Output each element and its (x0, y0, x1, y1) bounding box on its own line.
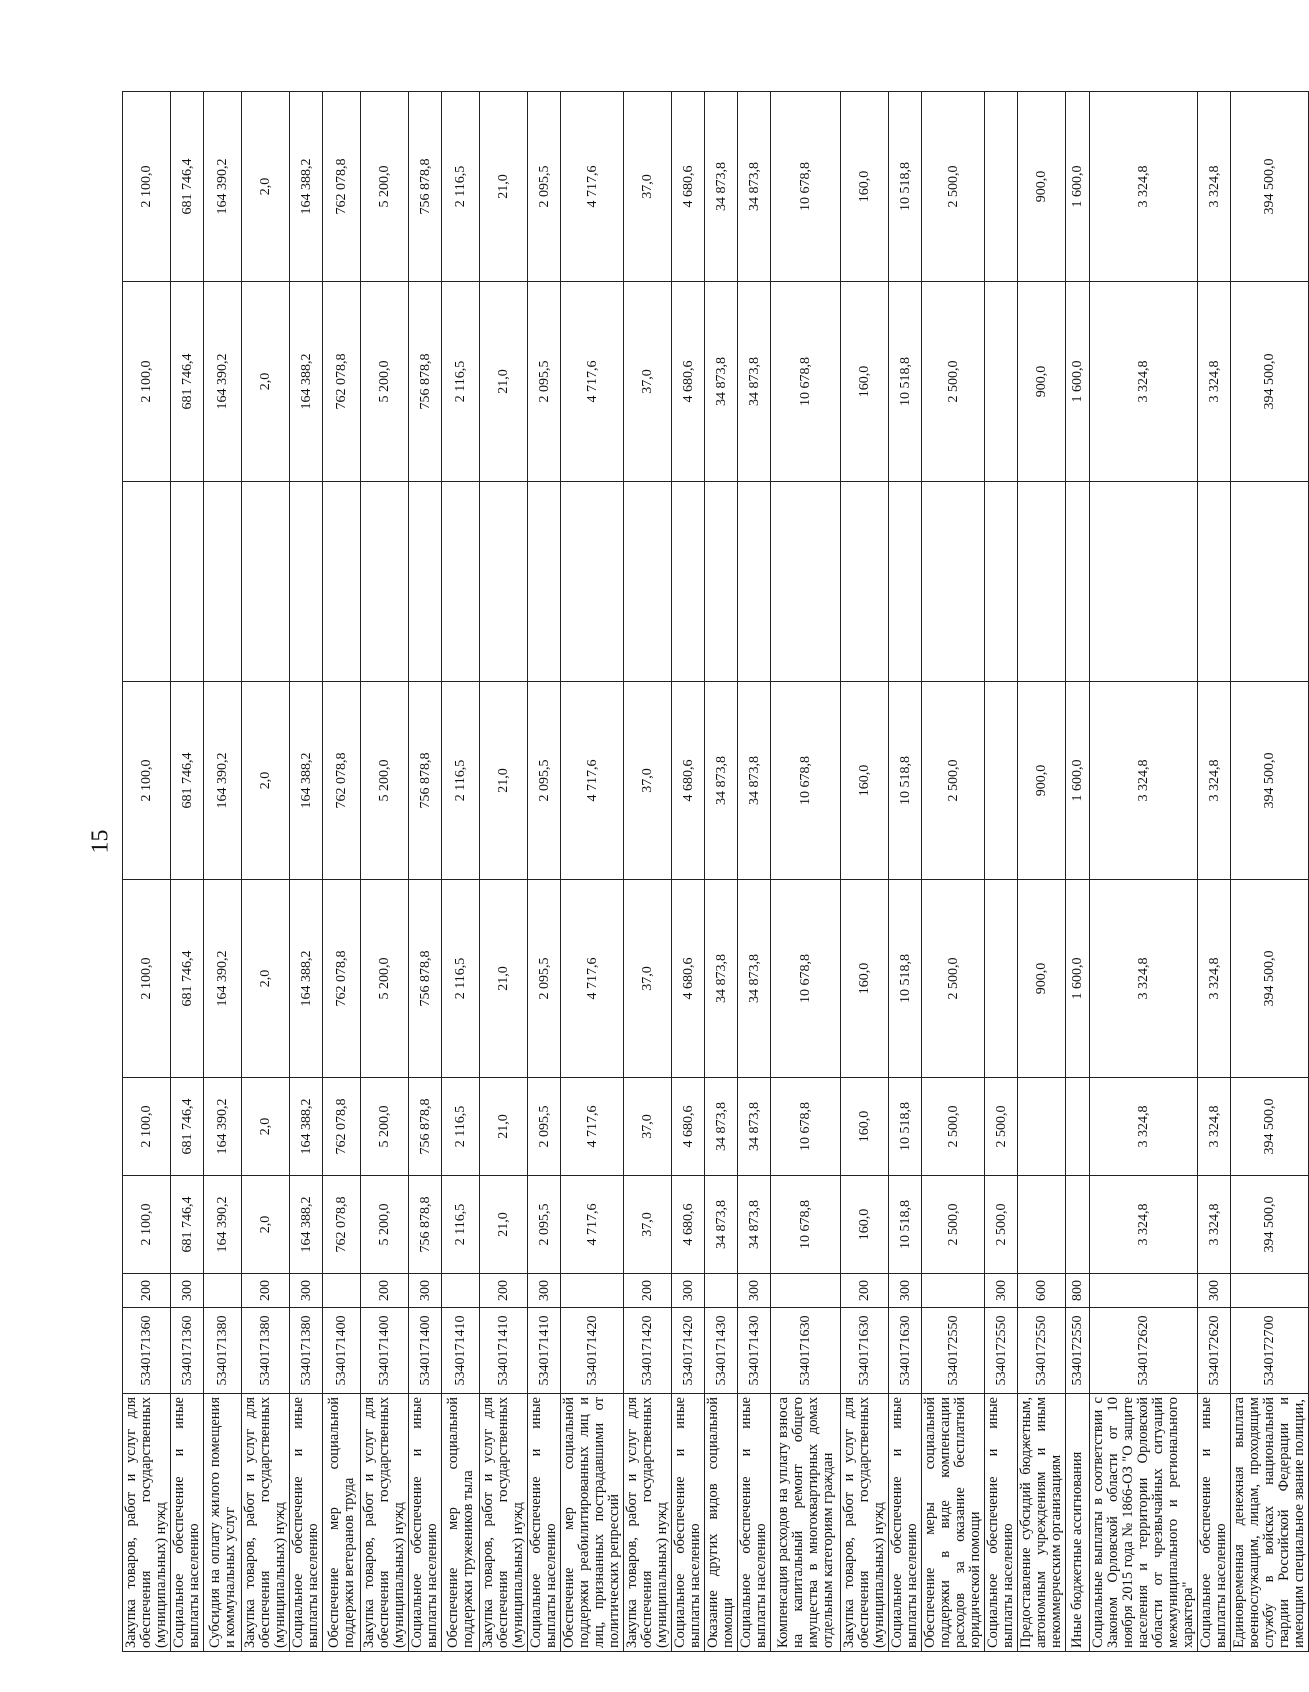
row-value: 37,0 (624, 682, 672, 880)
row-value: 2 095,5 (528, 880, 561, 1078)
row-value: 2 100,0 (123, 1176, 171, 1274)
row-value: 160,0 (841, 682, 889, 880)
row-code: 5340171420 (624, 1308, 672, 1394)
row-value: 5 200,0 (361, 1176, 409, 1274)
row-value (1231, 482, 1309, 682)
row-value: 160,0 (841, 92, 889, 282)
table-row (204, 92, 242, 1652)
row-value: 160,0 (841, 880, 889, 1078)
row-value: 21,0 (480, 1176, 528, 1274)
row-value: 2 116,5 (442, 682, 480, 880)
row-value: 4 680,6 (672, 1078, 705, 1176)
row-value: 2 500,0 (922, 1176, 985, 1274)
row-value: 4 680,6 (672, 880, 705, 1078)
row-value: 394 500,0 (1231, 880, 1309, 1078)
row-expense-type (1231, 1274, 1309, 1308)
row-value (1066, 1078, 1090, 1176)
row-value: 1 600,0 (1066, 880, 1090, 1078)
row-value: 4 717,6 (561, 1078, 624, 1176)
row-value (561, 482, 624, 682)
row-expense-type (204, 1274, 242, 1308)
row-value: 3 324,8 (1090, 682, 1198, 880)
row-code: 5340172550 (1018, 1308, 1066, 1394)
row-expense-type (705, 1274, 738, 1308)
row-value (442, 482, 480, 682)
row-value (242, 482, 290, 682)
row-name: Единовременная денежная выплата военнослужащим, лицам, проходящим службу в войсках национальной гвардии Российской Федерации и имеющим специальное звание полиции, (1231, 1394, 1309, 1652)
row-value: 2 100,0 (123, 1078, 171, 1176)
row-value: 394 500,0 (1231, 282, 1309, 482)
row-name: Социальное обеспечение и иные выплаты населению (738, 1394, 771, 1652)
row-value: 4 680,6 (672, 92, 705, 282)
row-value (528, 482, 561, 682)
row-value: 762 078,8 (323, 1078, 361, 1176)
row-value: 21,0 (480, 92, 528, 282)
row-code: 5340171380 (290, 1308, 323, 1394)
row-name: Социальное обеспечение и иные выплаты населению (409, 1394, 442, 1652)
row-value: 394 500,0 (1231, 92, 1309, 282)
row-value: 164 390,2 (204, 880, 242, 1078)
row-value: 37,0 (624, 92, 672, 282)
row-value: 21,0 (480, 1078, 528, 1176)
row-name: Предоставление субсидий бюджетным, автономным учреждениям и иным некоммерческим организациям (1018, 1394, 1066, 1652)
row-value (1066, 1176, 1090, 1274)
table-row (1066, 92, 1090, 1652)
row-code: 5340171400 (409, 1308, 442, 1394)
row-value: 2 116,5 (442, 1078, 480, 1176)
row-value: 164 388,2 (290, 682, 323, 880)
row-value: 5 200,0 (361, 880, 409, 1078)
table-row (442, 92, 480, 1652)
row-value (738, 482, 771, 682)
row-name: Социальное обеспечение и иные выплаты населению (985, 1394, 1018, 1652)
row-value: 164 388,2 (290, 92, 323, 282)
row-code: 5340171400 (361, 1308, 409, 1394)
row-value: 160,0 (841, 282, 889, 482)
row-code: 5340171380 (242, 1308, 290, 1394)
row-value (1018, 1176, 1066, 1274)
row-value: 762 078,8 (323, 682, 361, 880)
row-value: 3 324,8 (1198, 92, 1231, 282)
table-row (361, 92, 409, 1652)
table-row (841, 92, 889, 1652)
table-row (705, 92, 738, 1652)
row-value: 1 600,0 (1066, 282, 1090, 482)
row-value: 34 873,8 (705, 92, 738, 282)
row-value: 5 200,0 (361, 282, 409, 482)
row-value: 2,0 (242, 682, 290, 880)
row-value: 394 500,0 (1231, 1176, 1309, 1274)
table-row (242, 92, 290, 1652)
row-value: 756 878,8 (409, 682, 442, 880)
table-row (480, 92, 528, 1652)
table-row (323, 92, 361, 1652)
row-value: 2 500,0 (922, 92, 985, 282)
row-value: 10 678,8 (771, 1078, 841, 1176)
row-value: 394 500,0 (1231, 1078, 1309, 1176)
row-value (323, 482, 361, 682)
row-value: 756 878,8 (409, 282, 442, 482)
row-expense-type: 800 (1066, 1274, 1090, 1308)
row-value: 3 324,8 (1090, 1176, 1198, 1274)
table-row (985, 92, 1018, 1652)
row-value: 164 388,2 (290, 1176, 323, 1274)
row-name: Закупка товаров, работ и услуг для обеспечения государственных (муниципальных) нужд (123, 1394, 171, 1652)
row-name: Социальное обеспечение и иные выплаты населению (1198, 1394, 1231, 1652)
row-value (123, 482, 171, 682)
row-value: 10 518,8 (889, 1078, 922, 1176)
table-row (123, 92, 171, 1652)
row-value: 3 324,8 (1198, 282, 1231, 482)
row-value: 164 388,2 (290, 880, 323, 1078)
row-value: 2 100,0 (123, 880, 171, 1078)
row-name: Закупка товаров, работ и услуг для обеспечения государственных (муниципальных) нужд (841, 1394, 889, 1652)
row-name: Обеспечение мер социальной поддержки ветеранов труда (323, 1394, 361, 1652)
row-code: 5340171410 (528, 1308, 561, 1394)
row-code: 5340171360 (171, 1308, 204, 1394)
row-value: 2 095,5 (528, 282, 561, 482)
row-value: 2 500,0 (985, 1078, 1018, 1176)
row-expense-type: 200 (624, 1274, 672, 1308)
row-value: 394 500,0 (1231, 682, 1309, 880)
row-value: 4 680,6 (672, 282, 705, 482)
row-expense-type: 300 (528, 1274, 561, 1308)
row-code: 5340172620 (1090, 1308, 1198, 1394)
row-expense-type (323, 1274, 361, 1308)
row-value (841, 482, 889, 682)
table-row (409, 92, 442, 1652)
row-value (985, 282, 1018, 482)
row-value: 681 746,4 (171, 682, 204, 880)
row-name: Социальное обеспечение и иные выплаты населению (290, 1394, 323, 1652)
row-value (985, 482, 1018, 682)
row-value: 900,0 (1018, 92, 1066, 282)
row-value: 2 095,5 (528, 92, 561, 282)
row-value: 34 873,8 (705, 1078, 738, 1176)
row-value: 2 095,5 (528, 682, 561, 880)
row-code: 5340171410 (480, 1308, 528, 1394)
row-value: 681 746,4 (171, 880, 204, 1078)
row-value (1198, 482, 1231, 682)
row-value: 4 680,6 (672, 682, 705, 880)
row-code: 5340171630 (889, 1308, 922, 1394)
row-code: 5340171380 (204, 1308, 242, 1394)
row-value: 34 873,8 (738, 92, 771, 282)
row-value: 2 116,5 (442, 880, 480, 1078)
row-expense-type: 300 (889, 1274, 922, 1308)
row-value (771, 482, 841, 682)
row-value (290, 482, 323, 682)
row-expense-type: 300 (409, 1274, 442, 1308)
row-value: 762 078,8 (323, 1176, 361, 1274)
row-value: 10 518,8 (889, 880, 922, 1078)
row-code: 5340171400 (323, 1308, 361, 1394)
row-value: 160,0 (841, 1078, 889, 1176)
row-value: 10 518,8 (889, 282, 922, 482)
row-value: 2,0 (242, 282, 290, 482)
row-value (985, 682, 1018, 880)
row-value: 10 678,8 (771, 682, 841, 880)
row-expense-type: 200 (242, 1274, 290, 1308)
row-value: 756 878,8 (409, 1176, 442, 1274)
row-value: 164 390,2 (204, 92, 242, 282)
row-value: 2 500,0 (922, 682, 985, 880)
row-code: 5340171420 (672, 1308, 705, 1394)
row-value: 37,0 (624, 282, 672, 482)
row-value: 10 518,8 (889, 682, 922, 880)
row-value: 164 390,2 (204, 1176, 242, 1274)
table-row (1090, 92, 1198, 1652)
row-value: 2,0 (242, 880, 290, 1078)
row-expense-type: 300 (985, 1274, 1018, 1308)
row-value: 3 324,8 (1198, 1176, 1231, 1274)
row-value: 34 873,8 (705, 282, 738, 482)
row-name: Обеспечение мер социальной поддержки реабилитированных лиц и лиц, признанных пострадавшими от политических репрессий (561, 1394, 624, 1652)
row-code: 5340172620 (1198, 1308, 1231, 1394)
row-name: Оказание других видов социальной помощи (705, 1394, 738, 1652)
row-value: 164 388,2 (290, 1078, 323, 1176)
row-name: Социальное обеспечение и иные выплаты населению (672, 1394, 705, 1652)
row-name: Социальные выплаты в соответствии с Законом Орловской области от 10 ноября 2015 года № 1866-ОЗ "О защите населения и территории Орловской области от чрезвычайных ситуаций межмуниципального и регионального характера" (1090, 1394, 1198, 1652)
row-value: 3 324,8 (1090, 282, 1198, 482)
row-name: Закупка товаров, работ и услуг для обеспечения государственных (муниципальных) нужд (242, 1394, 290, 1652)
row-value (672, 482, 705, 682)
row-value: 10 678,8 (771, 92, 841, 282)
row-value: 900,0 (1018, 282, 1066, 482)
table-row (1198, 92, 1231, 1652)
row-name: Иные бюджетные ассигнования (1066, 1394, 1090, 1652)
row-value: 1 600,0 (1066, 682, 1090, 880)
row-expense-type (561, 1274, 624, 1308)
row-value: 164 390,2 (204, 1078, 242, 1176)
row-value: 900,0 (1018, 682, 1066, 880)
row-value: 10 678,8 (771, 1176, 841, 1274)
row-value: 2 500,0 (922, 282, 985, 482)
row-value: 37,0 (624, 1078, 672, 1176)
row-expense-type: 300 (171, 1274, 204, 1308)
row-value: 3 324,8 (1198, 880, 1231, 1078)
row-value: 1 600,0 (1066, 92, 1090, 282)
row-value (1018, 482, 1066, 682)
row-expense-type: 300 (672, 1274, 705, 1308)
row-value (705, 482, 738, 682)
row-value (922, 482, 985, 682)
table-row (171, 92, 204, 1652)
row-value: 762 078,8 (323, 92, 361, 282)
row-name: Закупка товаров, работ и услуг для обеспечения государственных (муниципальных) нужд (480, 1394, 528, 1652)
page-number: 15 (87, 829, 114, 854)
row-expense-type: 200 (123, 1274, 171, 1308)
row-expense-type (922, 1274, 985, 1308)
row-value (1090, 482, 1198, 682)
row-value (480, 482, 528, 682)
row-value: 2 100,0 (123, 682, 171, 880)
row-value (889, 482, 922, 682)
row-value: 681 746,4 (171, 1078, 204, 1176)
row-value: 5 200,0 (361, 92, 409, 282)
table-row (889, 92, 922, 1652)
row-code: 5340171420 (561, 1308, 624, 1394)
row-value: 762 078,8 (323, 282, 361, 482)
row-value: 900,0 (1018, 880, 1066, 1078)
row-value: 3 324,8 (1090, 880, 1198, 1078)
row-value (985, 92, 1018, 282)
row-name: Обеспечение меры социальной поддержки в виде компенсации расходов за оказание бесплатной юридической помощи (922, 1394, 985, 1652)
row-name: Социальное обеспечение и иные выплаты населению (171, 1394, 204, 1652)
row-value: 2 095,5 (528, 1176, 561, 1274)
row-name: Компенсация расходов на уплату взноса на капитальный ремонт общего имущества в многоквартирных домах отдельным категориям граждан (771, 1394, 841, 1652)
row-value: 2 095,5 (528, 1078, 561, 1176)
row-value: 10 518,8 (889, 1176, 922, 1274)
table-body (123, 92, 1309, 1652)
row-value: 4 717,6 (561, 682, 624, 880)
row-value: 2 500,0 (922, 1078, 985, 1176)
row-value: 34 873,8 (738, 282, 771, 482)
row-value: 37,0 (624, 1176, 672, 1274)
row-expense-type: 200 (361, 1274, 409, 1308)
row-value: 5 200,0 (361, 1078, 409, 1176)
row-value: 4 717,6 (561, 282, 624, 482)
row-value: 2 116,5 (442, 1176, 480, 1274)
row-value: 4 680,6 (672, 1176, 705, 1274)
row-code: 5340172550 (1066, 1308, 1090, 1394)
row-value: 37,0 (624, 880, 672, 1078)
table-row (624, 92, 672, 1652)
row-value: 164 390,2 (204, 282, 242, 482)
row-expense-type (771, 1274, 841, 1308)
row-value: 2 500,0 (985, 1176, 1018, 1274)
row-code: 5340172550 (922, 1308, 985, 1394)
row-expense-type: 300 (738, 1274, 771, 1308)
row-value: 34 873,8 (705, 1176, 738, 1274)
row-value: 3 324,8 (1198, 1078, 1231, 1176)
row-value: 2 116,5 (442, 282, 480, 482)
row-value (409, 482, 442, 682)
row-name: Социальное обеспечение и иные выплаты населению (889, 1394, 922, 1652)
row-expense-type: 600 (1018, 1274, 1066, 1308)
row-value: 21,0 (480, 282, 528, 482)
row-value: 2,0 (242, 1176, 290, 1274)
row-value: 756 878,8 (409, 880, 442, 1078)
row-value: 762 078,8 (323, 880, 361, 1078)
row-expense-type: 300 (1198, 1274, 1231, 1308)
table-row (771, 92, 841, 1652)
row-value: 34 873,8 (738, 1078, 771, 1176)
row-expense-type: 200 (841, 1274, 889, 1308)
row-value (1066, 482, 1090, 682)
row-expense-type (1090, 1274, 1198, 1308)
row-value (985, 880, 1018, 1078)
row-value: 34 873,8 (705, 880, 738, 1078)
row-expense-type (442, 1274, 480, 1308)
row-code: 5340172700 (1231, 1308, 1309, 1394)
row-value (624, 482, 672, 682)
row-value: 21,0 (480, 880, 528, 1078)
row-code: 5340171430 (738, 1308, 771, 1394)
row-code: 5340171360 (123, 1308, 171, 1394)
row-code: 5340171410 (442, 1308, 480, 1394)
row-value: 34 873,8 (738, 880, 771, 1078)
row-code: 5340172550 (985, 1308, 1018, 1394)
row-value: 2 100,0 (123, 282, 171, 482)
row-value: 756 878,8 (409, 1078, 442, 1176)
table-row (672, 92, 705, 1652)
row-value (361, 482, 409, 682)
table-row (1231, 92, 1309, 1652)
row-code: 5340171630 (771, 1308, 841, 1394)
row-value: 2 500,0 (922, 880, 985, 1078)
table-row (561, 92, 624, 1652)
table-row (922, 92, 985, 1652)
rotated-table-container (122, 92, 1307, 1652)
row-value: 21,0 (480, 682, 528, 880)
table-row (738, 92, 771, 1652)
row-value: 681 746,4 (171, 1176, 204, 1274)
table-row (528, 92, 561, 1652)
row-value: 5 200,0 (361, 682, 409, 880)
row-value: 681 746,4 (171, 282, 204, 482)
row-value: 10 678,8 (771, 282, 841, 482)
row-value: 10 678,8 (771, 880, 841, 1078)
row-value: 4 717,6 (561, 92, 624, 282)
row-value: 4 717,6 (561, 1176, 624, 1274)
row-value (1018, 1078, 1066, 1176)
row-name: Субсидия на оплату жилого помещения и коммунальных услуг (204, 1394, 242, 1652)
row-value (204, 482, 242, 682)
row-value: 2 116,5 (442, 92, 480, 282)
row-value: 164 388,2 (290, 282, 323, 482)
row-value: 164 390,2 (204, 682, 242, 880)
table-row (1018, 92, 1066, 1652)
budget-table (122, 91, 1309, 1652)
row-value: 681 746,4 (171, 92, 204, 282)
row-value: 34 873,8 (738, 1176, 771, 1274)
row-value: 160,0 (841, 1176, 889, 1274)
row-value: 34 873,8 (738, 682, 771, 880)
row-value: 2,0 (242, 1078, 290, 1176)
row-value (171, 482, 204, 682)
row-value: 34 873,8 (705, 682, 738, 880)
row-value: 2 100,0 (123, 92, 171, 282)
row-name: Закупка товаров, работ и услуг для обеспечения государственных (муниципальных) нужд (361, 1394, 409, 1652)
row-code: 5340171430 (705, 1308, 738, 1394)
row-value: 756 878,8 (409, 92, 442, 282)
row-name: Закупка товаров, работ и услуг для обеспечения государственных (муниципальных) нужд (624, 1394, 672, 1652)
row-value: 3 324,8 (1090, 92, 1198, 282)
row-expense-type: 300 (290, 1274, 323, 1308)
row-name: Социальное обеспечение и иные выплаты населению (528, 1394, 561, 1652)
row-name: Обеспечение мер социальной поддержки тружеников тыла (442, 1394, 480, 1652)
row-code: 5340171630 (841, 1308, 889, 1394)
row-value: 3 324,8 (1090, 1078, 1198, 1176)
row-value: 4 717,6 (561, 880, 624, 1078)
table-row (290, 92, 323, 1652)
row-value: 2,0 (242, 92, 290, 282)
row-expense-type: 200 (480, 1274, 528, 1308)
row-value: 3 324,8 (1198, 682, 1231, 880)
row-value: 10 518,8 (889, 92, 922, 282)
